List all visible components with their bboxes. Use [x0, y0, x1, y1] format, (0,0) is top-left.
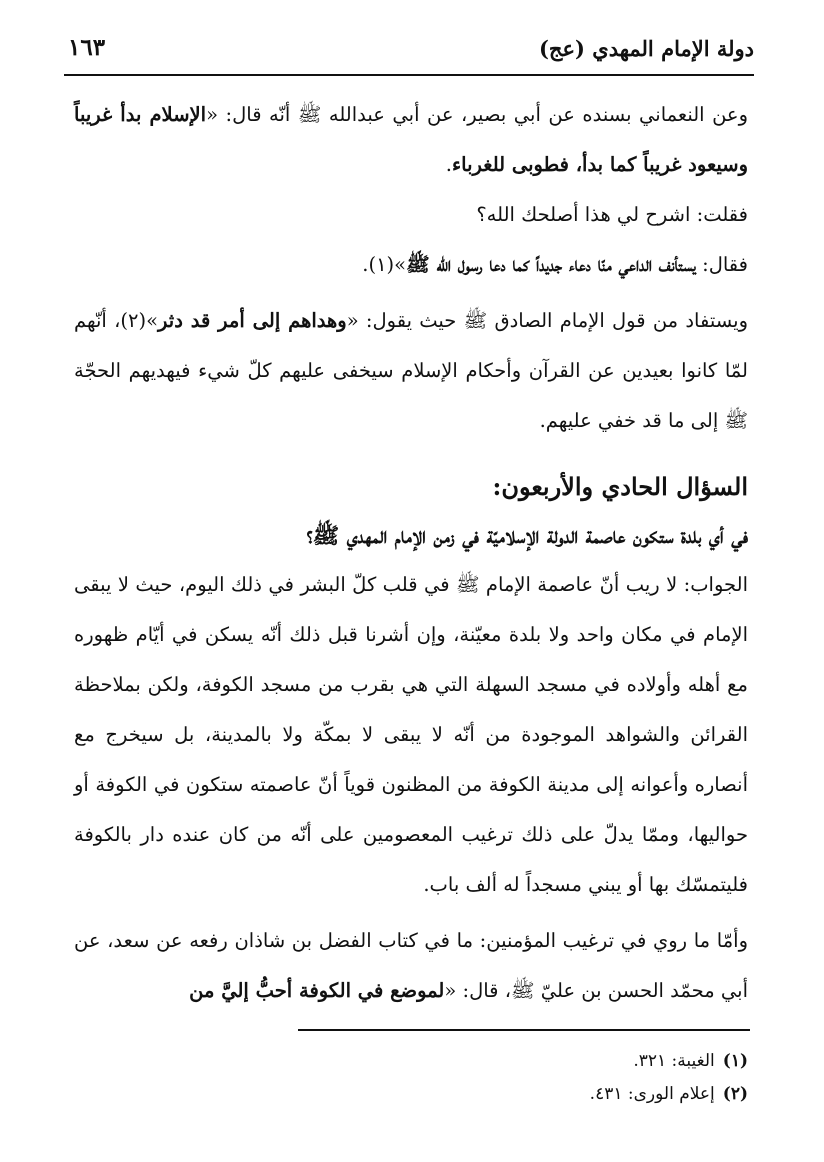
footnote-divider: [298, 1029, 750, 1031]
paragraph: [74, 240, 748, 290]
text-segment: »(٢)، أنّهم لمّا كانوا بعيدين عن القرآن وأحكام الإسلام سيخفى عليهم كلّ شيء فيهديهم الحجّة ﷺ إلى ما قد خفي عليهم.: [74, 309, 748, 432]
paragraph: [74, 560, 748, 910]
page-number: ١٦٣: [68, 34, 106, 61]
question-text: في أي بلدة ستكون عاصمة الدولة الإسلاميّة في زمن الإمام المهدي ﷺ؟: [306, 523, 748, 549]
text-segment: فقال:: [695, 253, 748, 276]
text-segment: وأمّا ما روي في ترغيب المؤمنين: ما في كتاب الفضل بن شاذان رفعه عن سعد، عن أبي محمّد الحسن بن عليّ ﷺ، قال: «: [74, 929, 748, 1002]
header-divider: [64, 74, 754, 76]
paragraph: [74, 916, 748, 1016]
text-segment: .: [445, 153, 452, 176]
text-segment: ويستفاد من قول الإمام الصادق ﷺ حيث يقول: «: [346, 309, 748, 332]
quoted-text: الإسلام بدأ غريباً وسيعود غريباً كما بدأ، فطوبى للغرباء: [74, 103, 748, 176]
footnote: [300, 1045, 748, 1078]
text-segment: فقلت: اشرح لي هذا أصلحك الله؟: [476, 203, 748, 226]
footnotes: [300, 1045, 748, 1111]
quoted-text: يستأنف الداعي منّا دعاء جديداً كما دعا رسول الله ﷺ: [406, 253, 696, 276]
text-segment: »(١).: [362, 253, 407, 276]
text-segment: وعن النعماني بسنده عن أبي بصير، عن أبي عبدالله ﷺ أنّه قال: «: [206, 103, 748, 126]
footnote-number: (٢): [722, 1084, 748, 1104]
answer-section: [74, 560, 748, 1016]
intro-section: [74, 90, 748, 446]
footnote-text: إعلام الورى: ٤٣١.: [589, 1084, 715, 1104]
quoted-text: وهداهم إلى أمر قد دثر: [158, 309, 347, 332]
running-title: دولة الإمام المهدي (عج): [538, 36, 754, 61]
footnote: [300, 1078, 748, 1111]
page-body: [74, 90, 748, 1016]
quoted-text: لموضع في الكوفة أحبُّ إليَّ من: [189, 979, 445, 1002]
paragraph: [74, 90, 748, 190]
text-segment: الجواب: لا ريب أنّ عاصمة الإمام ﷺ في قلب كلّ البشر في ذلك اليوم، حيث لا يبقى الإمام في مكان واحد ولا بلدة معيّنة، وإن أشرنا قبل ذلك أنّه يسكن في أيّام ظهوره مع أهله وأولاده في مسجد السهلة التي هي بقرب من مسجد الكوفة، ولكن بملاحظة القرائن والشواهد الموجودة من أنّه لا يبقى لا بمكّة ولا بالمدينة، بل سيخرج مع أنصاره وأعوانه إلى مدينة الكوفة من المظنون قوياً أنّ عاصمته ستكون في الكوفة أو حواليها، وممّا يدلّ على ذلك ترغيب المعصومين على أنّه من كان عنده دار بالكوفة فليتمسّك بها أو يبني مسجداً له ألف باب.: [74, 573, 748, 896]
paragraph: [74, 296, 748, 446]
question-heading: السؤال الحادي والأربعون:: [492, 472, 748, 501]
footnote-number: (١): [722, 1051, 748, 1071]
footnote-text: الغيبة: ٣٢١.: [633, 1051, 715, 1071]
paragraph: [74, 190, 748, 240]
page-header: [68, 30, 754, 70]
